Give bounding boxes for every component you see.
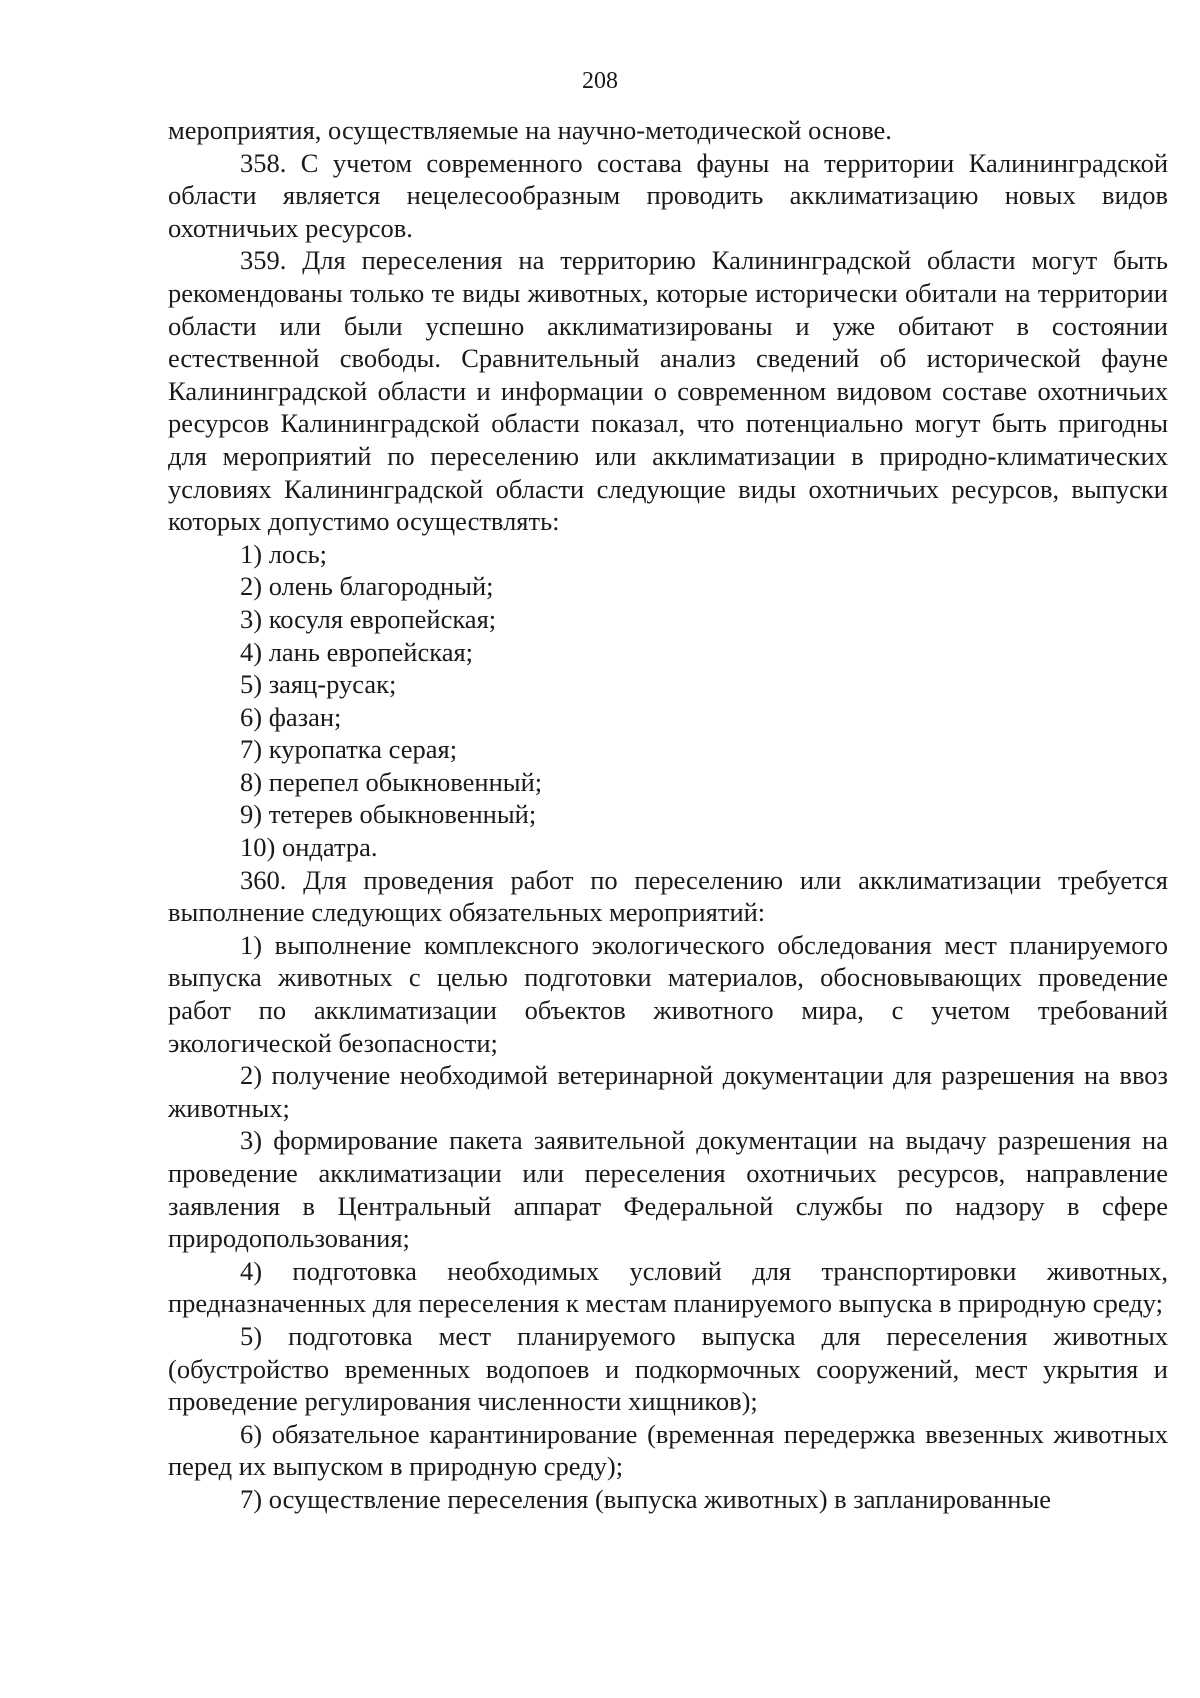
list-item: 6) фазан; <box>240 701 342 732</box>
list-item: 10) ондатра. <box>240 832 378 863</box>
list-item: 8) перепел обыкновенный; <box>240 766 543 797</box>
paragraph-358: 358. С учетом современного состава фауны на территории Калининградской области является нецелесообразным проводить акклиматизацию новых видов охотничьих ресурсов. <box>168 147 1168 243</box>
list-item: 5) заяц-русак; <box>240 669 397 700</box>
species-list <box>168 538 1168 864</box>
measure-item: 4) подготовка необходимых условий для транспортировки животных, предназначенных для переселения к местам планируемого выпуска в природную среду; <box>168 1255 1168 1319</box>
measure-item: 7) осуществление переселения (выпуска животных) в запланированные <box>240 1483 1052 1514</box>
measure-item: 2) получение необходимой ветеринарной документации для разрешения на ввоз животных; <box>168 1060 1168 1123</box>
document-body <box>168 114 1168 1516</box>
measure-item: 5) подготовка мест планируемого выпуска для переселения животных (обустройство временных водопоев и подкормочных сооружений, мест укрытия и проведение регулирования численности хищников); <box>168 1320 1168 1417</box>
page-number: 208 <box>582 68 618 94</box>
list-item: 9) тетерев обыкновенный; <box>240 799 537 830</box>
paragraph-360: 360. Для проведения работ по переселению или акклиматизации требуется выполнение следующих обязательных мероприятий: <box>168 864 1168 928</box>
measure-item: 3) формирование пакета заявительной документации на выдачу разрешения на проведение акклиматизации или переселения охотничьих ресурсов, направление заявления в Центральный аппарат Федеральной службы по надзору в сфере природопользования; <box>168 1125 1168 1254</box>
list-item: 1) лось; <box>240 538 328 569</box>
list-item: 7) куропатка серая; <box>240 734 458 765</box>
measure-item: 6) обязательное карантинирование (временная передержка ввезенных животных перед их выпуском в природную среду); <box>168 1418 1168 1482</box>
paragraph-359: 359. Для переселения на территорию Калининградской области могут быть рекомендованы только те виды животных, которые исторически обитали на территории области или были успешно акклиматизированы и уже обитают в состоянии естественной свободы. Сравнительный анализ сведений об исторической фауне Калининградской области и информации о современном видовом составе охотничьих ресурсов Калининградской области показал, что потенциально могут быть пригодны для мероприятий по переселению или акклиматизации в природно-климатических условиях Калининградской области следующие виды охотничьих ресурсов, выпуски которых допустимо осуществлять: <box>168 245 1168 537</box>
list-item: 3) косуля европейская; <box>240 603 497 634</box>
list-item: 2) олень благородный; <box>240 571 494 602</box>
measure-item: 1) выполнение комплексного экологического обследования мест планируемого выпуска животных с целью подготовки материалов, обосновывающих проведение работ по акклиматизации объектов животного мира, с учетом требований экологической безопасности; <box>168 929 1168 1058</box>
paragraph-continuation: мероприятия, осуществляемые на научно-методической основе. <box>168 115 892 145</box>
list-item: 4) лань европейская; <box>240 636 474 667</box>
measures-list <box>168 929 1168 1516</box>
